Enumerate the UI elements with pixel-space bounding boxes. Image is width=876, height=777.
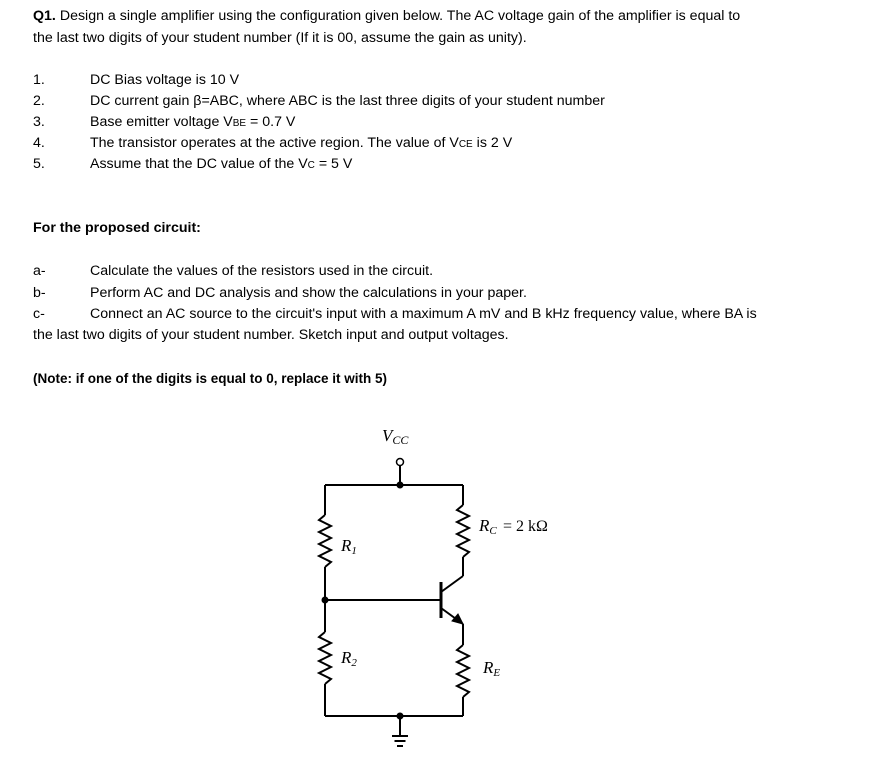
transistor-collector (441, 576, 463, 592)
re-label: RE (483, 658, 501, 679)
spec-number: 3. (33, 114, 45, 130)
spec-text: = 5 V (314, 156, 353, 172)
task-c-continued: the last two digits of your student number. Sketch input and output voltages. (33, 327, 509, 343)
spec-text: Base emitter voltage V (90, 114, 233, 130)
spec-number: 5. (33, 156, 45, 172)
spec-number: 2. (33, 93, 45, 109)
rc-label: RC (479, 516, 497, 537)
task-item: Connect an AC source to the circuit's input with a maximum A mV and B kHz frequency value, where BA is (90, 306, 757, 322)
emitter-arrow (452, 614, 463, 624)
task-label: a- (33, 263, 46, 279)
re-resistor (457, 645, 469, 697)
spec-subscript: BE (232, 118, 247, 129)
spec-subscript: C (307, 160, 315, 171)
note: (Note: if one of the digits is equal to 0, replace it with 5) (33, 371, 388, 386)
r1-label: R1 (341, 536, 357, 557)
spec-number: 1. (33, 72, 45, 88)
spec-text: is 2 V (472, 135, 513, 151)
r2-resistor (319, 632, 331, 684)
spec-item: DC current gain β=ABC, where ABC is the last three digits of your student number (90, 93, 605, 109)
spec-number: 4. (33, 135, 45, 151)
spec-item: DC Bias voltage is 10 V (90, 72, 240, 88)
task-item: Perform AC and DC analysis and show the calculations in your paper. (90, 285, 527, 301)
rc-value: = 2 kΩ (503, 518, 548, 535)
question-text-1: Design a single amplifier using the configuration given below. The AC voltage gain of the amplifier is equal to (55, 8, 741, 24)
r2-label: R2 (341, 648, 357, 669)
question-label: Q1. (33, 8, 56, 24)
ground-icon (392, 736, 408, 746)
rc-resistor (457, 505, 469, 557)
spec-text: Assume that the DC value of the V (90, 156, 308, 172)
vcc-label: VCC (382, 426, 409, 447)
task-label: c- (33, 306, 45, 322)
r1-resistor (319, 515, 331, 567)
task-item: Calculate the values of the resistors used in the circuit. (90, 263, 434, 279)
question-line-2: the last two digits of your student number (If it is 00, assume the gain as unity). (33, 30, 527, 46)
task-label: b- (33, 285, 46, 301)
spec-text: The transistor operates at the active region. The value of V (90, 135, 459, 151)
spec-text: = 0.7 V (246, 114, 296, 130)
proposed-heading: For the proposed circuit: (33, 220, 201, 236)
spec-subscript: CE (458, 139, 473, 150)
vcc-terminal (397, 459, 404, 466)
